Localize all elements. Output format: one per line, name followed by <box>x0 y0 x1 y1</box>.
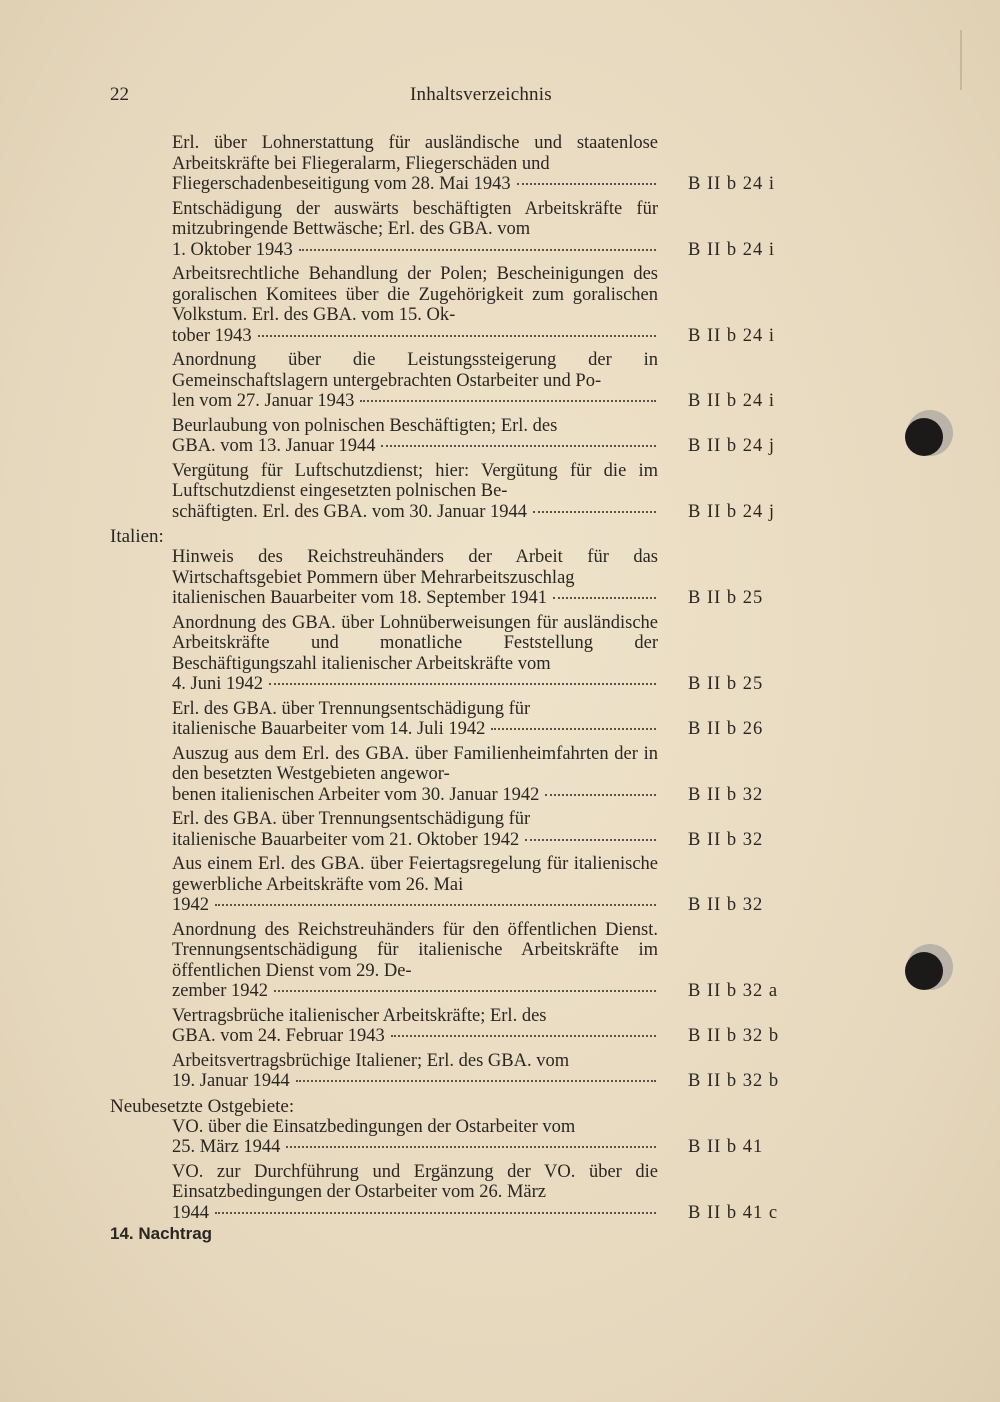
toc-entry <box>172 920 790 1002</box>
entry-title-end: 4. Juni 1942 <box>172 674 263 694</box>
dot-leader <box>553 597 656 599</box>
section-reference: B II b 24 i <box>688 325 776 346</box>
section-heading: Italien: <box>110 526 164 547</box>
entry-title-end: 1942 <box>172 895 209 915</box>
toc-entry <box>172 699 790 740</box>
entry-title-end: len vom 27. Januar 1943 <box>172 391 355 411</box>
entry-title: Arbeitsrechtliche Behandlung der Polen; Bescheinigungen des goralischen Komitees über die Zugehörigkeit zum goralischen Volkstum. Erl. des GBA. vom 15. Ok- <box>172 264 658 325</box>
toc-entry <box>172 264 790 346</box>
toc-entry <box>172 350 790 412</box>
entry-title-end: zember 1942 <box>172 981 269 1001</box>
page-number: 22 <box>110 84 129 105</box>
toc-entry <box>172 1006 790 1047</box>
section-reference: B II b 24 i <box>688 174 776 194</box>
section-reference: B II b 24 i <box>688 239 776 260</box>
dot-leader <box>381 445 656 447</box>
entry-title-end: benen italienischen Arbeiter vom 30. Januar 1942 <box>172 784 540 805</box>
entry-title: Erl. des GBA. über Trennungsentschädigung für <box>172 698 531 719</box>
entry-title-end: italienische Bauarbeiter vom 14. Juli 1942 <box>172 719 486 739</box>
entry-title-end: 19. Januar 1944 <box>172 1071 290 1091</box>
entry-title: Beurlaubung von polnischen Beschäftigten; Erl. des <box>172 415 558 436</box>
toc-entry <box>172 1051 790 1092</box>
section-reference: B II b 32 <box>688 895 764 915</box>
entry-title: Vergütung für Luftschutzdienst; hier: Vergütung für die im Luftschutzdienst eingesetzten polnischen Be- <box>172 460 658 501</box>
section-reference: B II b 24 j <box>688 501 776 522</box>
toc-entry <box>172 461 790 523</box>
dot-leader <box>269 683 656 685</box>
toc-entry <box>172 809 790 850</box>
paper-edge-mark <box>960 30 962 90</box>
section-reference: B II b 32 b <box>688 1026 780 1046</box>
entry-title-end: italienische Bauarbeiter vom 21. Oktober 1942 <box>172 829 520 850</box>
section-reference: B II b 32 a <box>688 981 779 1001</box>
toc-entry <box>172 199 790 261</box>
entry-title-end: GBA. vom 13. Januar 1944 <box>172 436 376 456</box>
section-reference: B II b 41 <box>688 1137 764 1157</box>
section-reference: B II b 32 <box>688 829 764 850</box>
dot-leader <box>517 183 656 185</box>
section-reference: B II b 26 <box>688 719 764 739</box>
dot-leader <box>533 511 656 513</box>
dot-leader <box>215 904 656 906</box>
dot-leader <box>391 1035 656 1037</box>
toc-entry <box>172 1117 790 1158</box>
punch-hole <box>905 952 943 990</box>
toc-entry <box>172 613 790 695</box>
dot-leader <box>491 728 656 730</box>
entry-title-end: schäftigten. Erl. des GBA. vom 30. Januar 1944 <box>172 501 528 522</box>
entry-title: Hinweis des Reichstreuhänders der Arbeit für das Wirtschaftsgebiet Pommern über Mehrarbeitszuschlag <box>172 547 658 588</box>
dot-leader <box>274 990 656 992</box>
section-reference: B II b 32 <box>688 784 764 805</box>
dot-leader <box>215 1212 656 1214</box>
entry-title: VO. zur Durchführung und Ergänzung der VO. über die Einsatzbedingungen der Ostarbeiter vom 26. März <box>172 1161 658 1202</box>
entry-title: Anordnung des GBA. über Lohnüberweisungen für ausländische Arbeitskräfte und monatliche Feststellung der Beschäftigungszahl italienischer Arbeitskräfte vom <box>172 612 658 674</box>
entry-title: Entschädigung der auswärts beschäftigten Arbeitskräfte für mitzubringende Bettwäsche; Erl. des GBA. vom <box>172 198 658 239</box>
toc-entry <box>172 133 790 195</box>
table-of-contents <box>110 133 790 1227</box>
entry-title: Erl. über Lohnerstattung für ausländische und staatenlose Arbeitskräfte bei Fliegeralarm, Fliegerschäden und <box>172 133 658 174</box>
entry-title-end: 1. Oktober 1943 <box>172 239 293 260</box>
entry-title: Erl. des GBA. über Trennungsentschädigung für <box>172 809 531 829</box>
entry-title-end: GBA. vom 24. Februar 1943 <box>172 1026 385 1046</box>
supplement-label: 14. Nachtrag <box>110 1224 213 1243</box>
section-reference: B II b 24 i <box>688 391 776 411</box>
section-reference: B II b 25 <box>688 674 764 694</box>
toc-entry <box>172 1162 790 1224</box>
dot-leader <box>545 794 656 796</box>
entry-title-end: Fliegerschadenbeseitigung vom 28. Mai 1943 <box>172 174 511 194</box>
section-reference: B II b 41 c <box>688 1202 779 1223</box>
running-title: Inhaltsverzeichnis <box>410 84 552 105</box>
entry-title: Anordnung über die Leistungssteigerung der in Gemeinschaftslagern untergebrachten Ostarbeiter und Po- <box>172 350 658 391</box>
entry-title: Arbeitsvertragsbrüchige Italiener; Erl. des GBA. vom <box>172 1050 570 1071</box>
entry-title: Vertragsbrüche italienischer Arbeitskräfte; Erl. des <box>172 1005 547 1026</box>
dot-leader <box>258 335 656 337</box>
dot-leader <box>286 1146 656 1148</box>
entry-title-end: 1944 <box>172 1202 209 1223</box>
entry-title: Auszug aus dem Erl. des GBA. über Familienheimfahrten der in den besetzten Westgebieten angewor- <box>172 743 658 784</box>
entry-title: Anordnung des Reichstreuhänders für den öffentlichen Dienst. Trennungsentschädigung für italienische Arbeitskräfte im öffentlichen Dienst vom 29. De- <box>172 919 658 981</box>
entry-title-end: tober 1943 <box>172 325 252 346</box>
section-reference: B II b 32 b <box>688 1071 780 1091</box>
page-header <box>110 84 780 108</box>
section-heading: Neubesetzte Ostgebiete: <box>110 1095 295 1117</box>
dot-leader <box>296 1080 656 1082</box>
entry-title: VO. über die Einsatzbedingungen der Ostarbeiter vom <box>172 1116 576 1137</box>
toc-entry <box>172 744 790 806</box>
section-reference: B II b 24 j <box>688 436 776 456</box>
toc-entry <box>172 416 790 457</box>
entry-title-end: italienischen Bauarbeiter vom 18. September 1941 <box>172 588 548 608</box>
entry-title-end: 25. März 1944 <box>172 1137 281 1157</box>
punch-hole <box>905 418 943 456</box>
entry-title: Aus einem Erl. des GBA. über Feiertagsregelung für italienische gewerbliche Arbeitskräfte vom 26. Mai <box>172 854 658 895</box>
toc-entry <box>172 854 790 916</box>
section-reference: B II b 25 <box>688 588 764 608</box>
dot-leader <box>525 839 656 841</box>
dot-leader <box>299 249 656 251</box>
toc-entry <box>172 547 790 609</box>
dot-leader <box>360 400 656 402</box>
